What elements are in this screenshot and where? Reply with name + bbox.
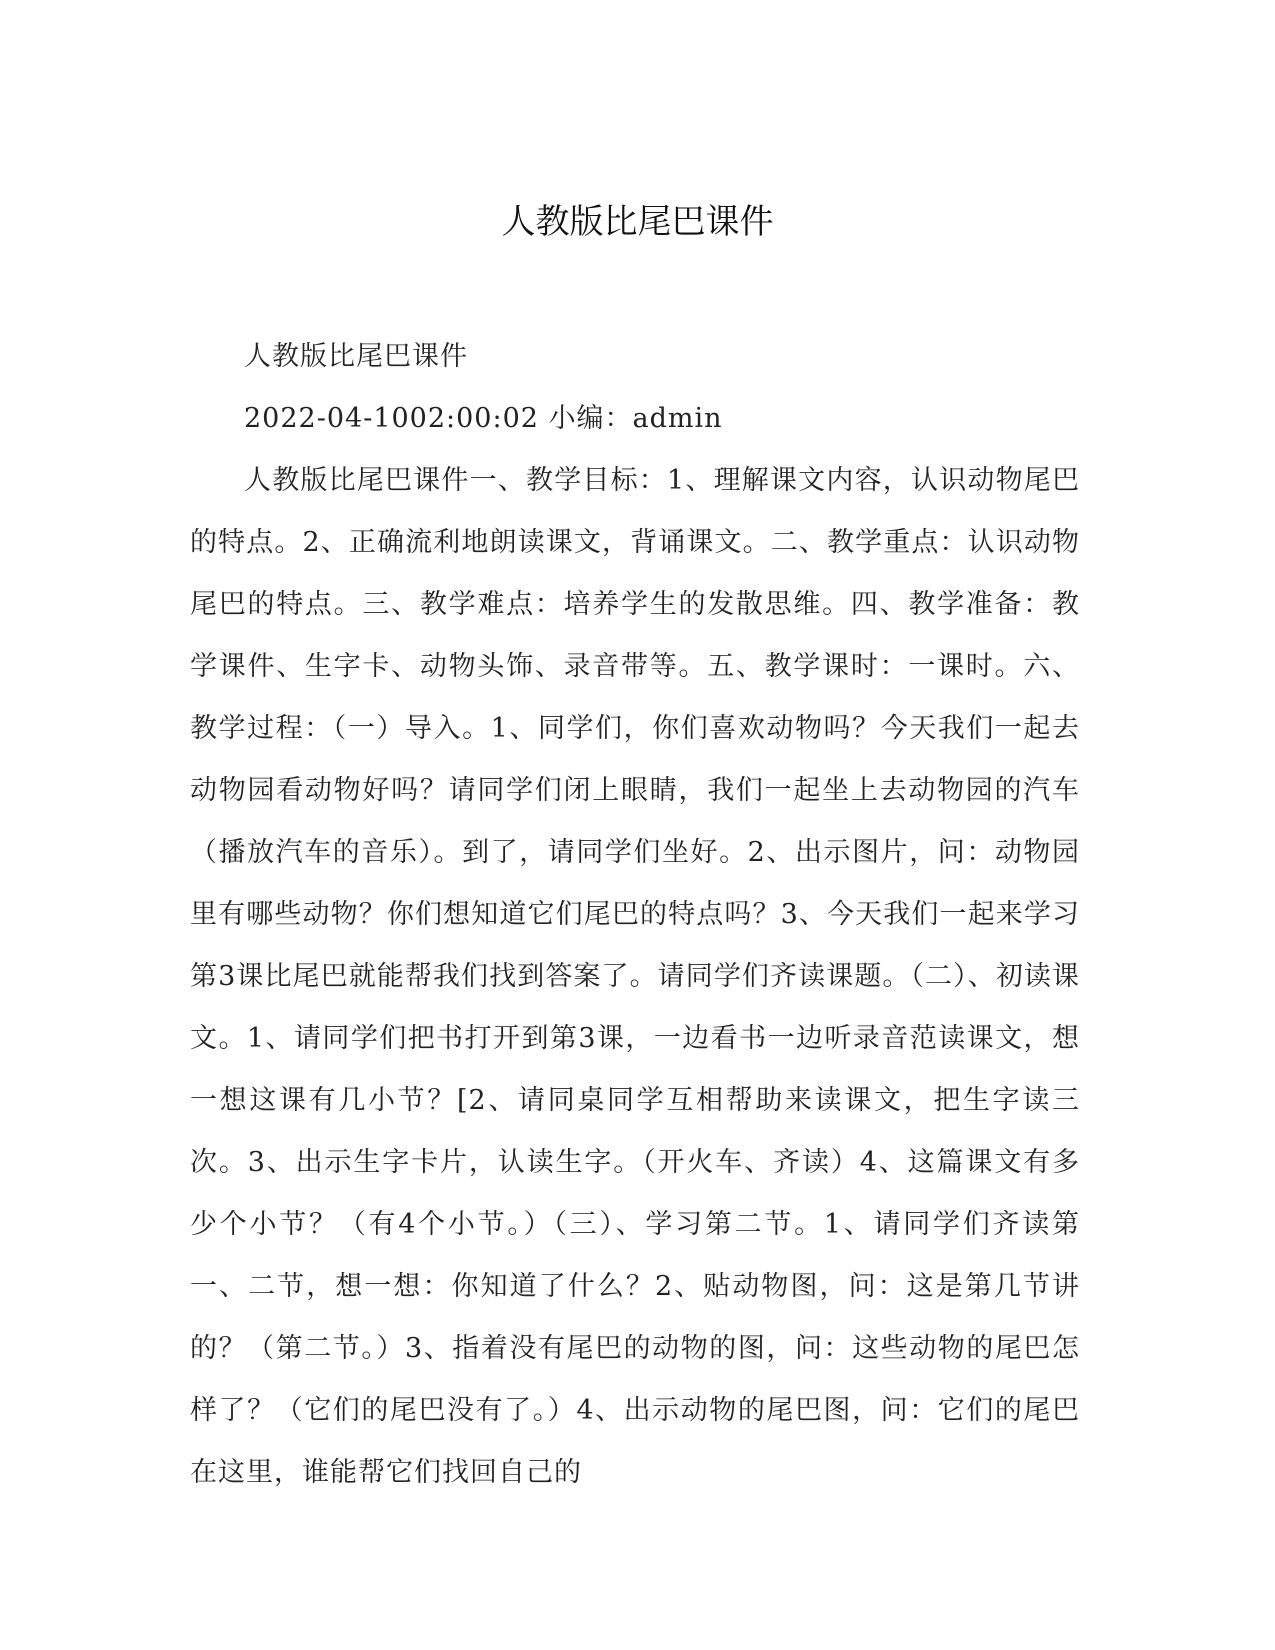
body-paragraph: 人教版比尾巴课件一、教学目标：1、理解课文内容，认识动物尾巴的特点。2、正确流利地朗读课文，背诵课文。二、教学重点：认识动物尾巴的特点。三、教学难点：培养学生的发散思维。四、教学准备：教学课件、生字卡、动物头饰、录音带等。五、教学课时：一课时。六、教学过程：（一）导入。1、同学们，你们喜欢动物吗？今天我们一起去动物园看动物好吗？请同学们闭上眼睛，我们一起坐上去动物园的汽车（播放汽车的音乐）。到了，请同学们坐好。2、出示图片，问：动物园里有哪些动物？你们想知道它们尾巴的特点吗？3、今天我们一起来学习第3课比尾巴就能帮我们找到答案了。请同学们齐读课题。（二）、初读课文。1、请同学们把书打开到第3课，一边看书一边听录音范读课文，想一想这课有几小节？[2、请同桌同学互相帮助来读课文，把生字读三次。3、出示生字卡片，认读生字。（开火车、齐读）4、这篇课文有多少个小节？（有4个小节。）（三）、学习第二节。1、请同学们齐读第一、二节，想一想：你知道了什么？2、贴动物图，问：这是第几节讲的？（第二节。）3、指着没有尾巴的动物的图，问：这些动物的尾巴怎样了？（它们的尾巴没有了。）4、出示动物的尾巴图，问：它们的尾巴在这里，谁能帮它们找回自己的	[190, 465, 1080, 1488]
document-title: 人教版比尾巴课件	[501, 202, 774, 242]
meta-paragraph: 2022-04-1002:00:02 小编：admin	[244, 403, 723, 434]
document-content	[190, 326, 1080, 1504]
subtitle-paragraph: 人教版比尾巴课件	[244, 341, 468, 372]
